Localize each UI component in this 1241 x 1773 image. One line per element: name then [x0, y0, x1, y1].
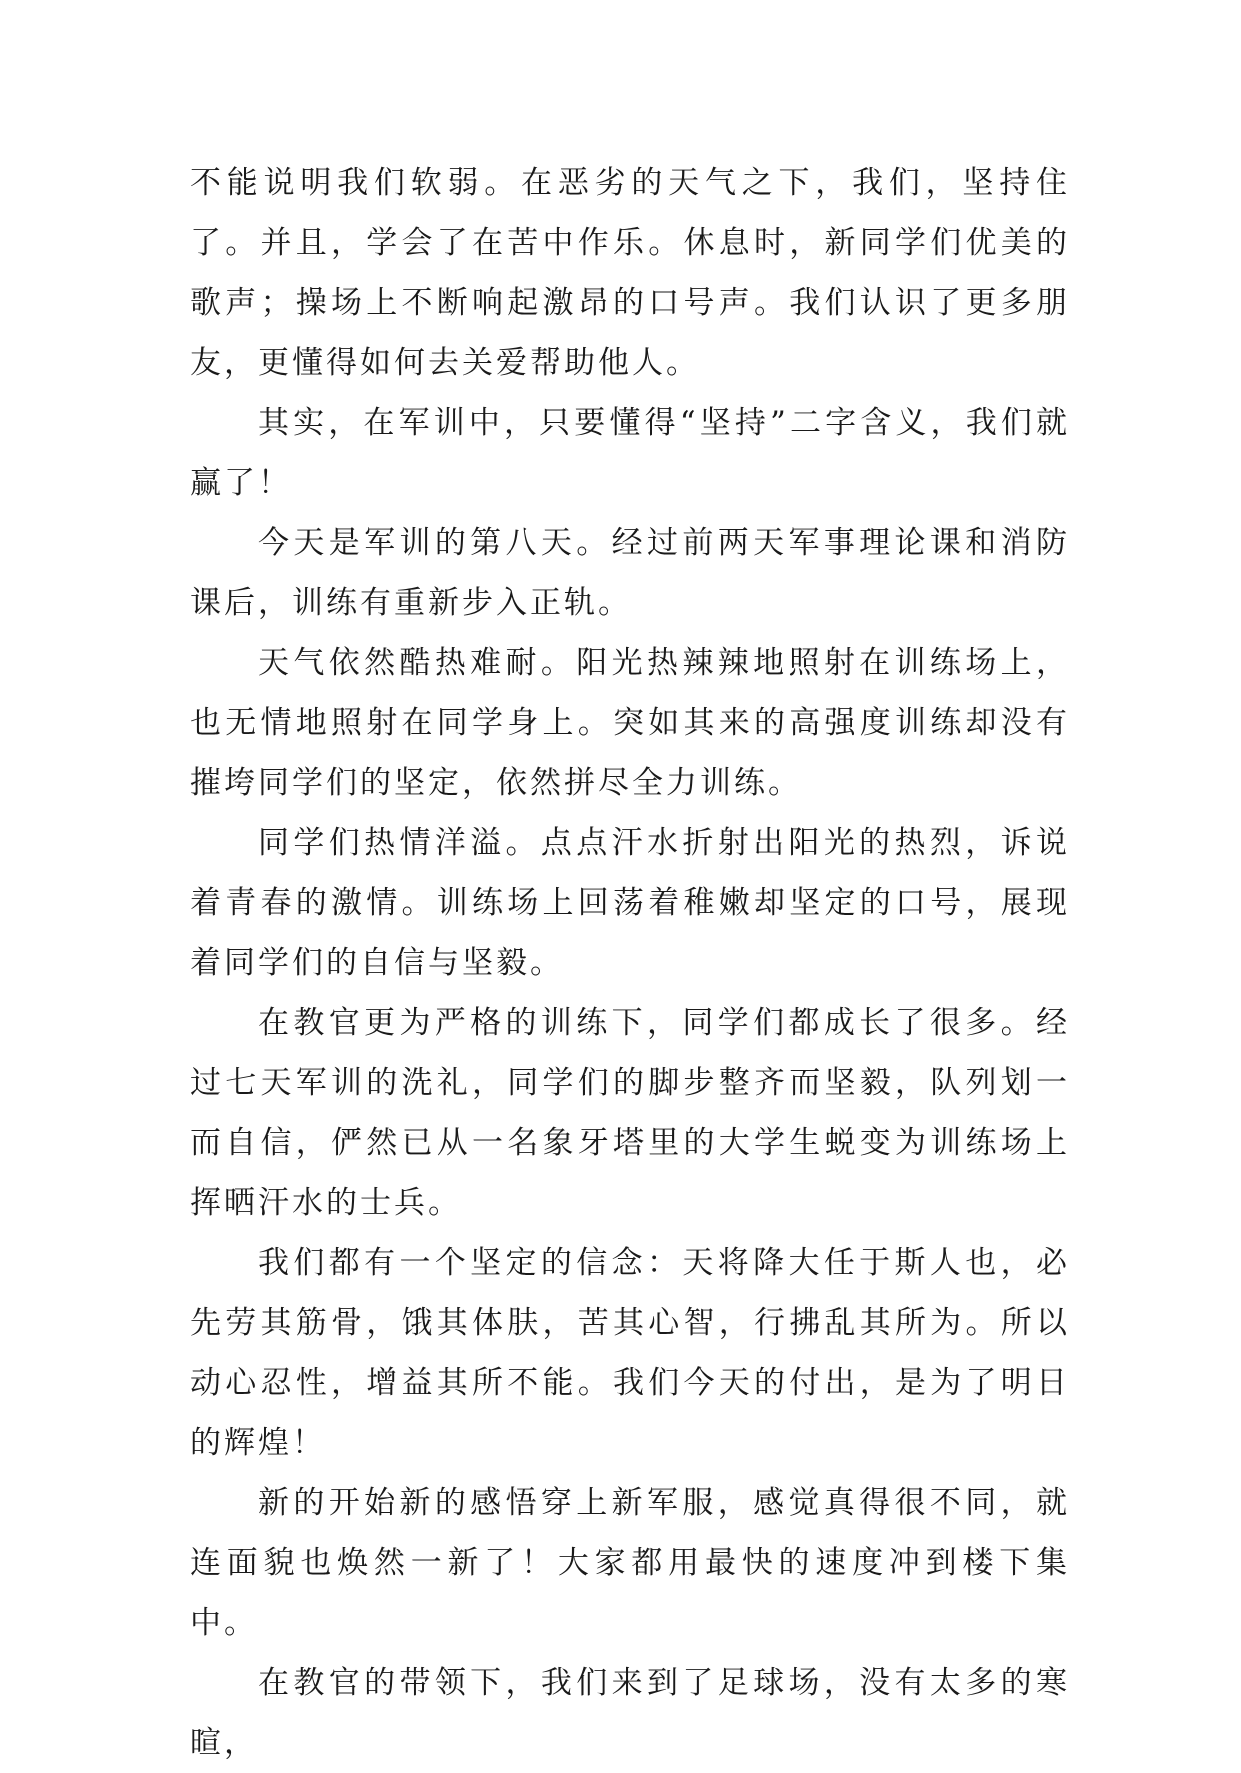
paragraph-2: 其实，在军训中，只要懂得“坚持”二字含义，我们就赢了！ [190, 405, 1070, 501]
paragraph-1: 不能说明我们软弱。在恶劣的天气之下，我们，坚持住了。并且，学会了在苦中作乐。休息时，新同学们优美的歌声；操场上不断响起激昂的口号声。我们认识了更多朋友，更懂得如何去关爱帮助他人。 [190, 165, 1070, 381]
paragraph-9: 在教官的带领下，我们来到了足球场，没有太多的寒暄， [190, 1665, 1070, 1761]
paragraph-7: 我们都有一个坚定的信念：天将降大任于斯人也，必先劳其筋骨，饿其体肤，苦其心智，行拂乱其所为。所以动心忍性，增益其所不能。我们今天的付出，是为了明日的辉煌！ [190, 1245, 1070, 1461]
paragraph-8: 新的开始新的感悟穿上新军服，感觉真得很不同，就连面貌也焕然一新了！大家都用最快的速度冲到楼下集中。 [190, 1485, 1070, 1641]
paragraph-3: 今天是军训的第八天。经过前两天军事理论课和消防课后，训练有重新步入正轨。 [190, 525, 1070, 621]
paragraph-4: 天气依然酷热难耐。阳光热辣辣地照射在训练场上，也无情地照射在同学身上。突如其来的高强度训练却没有摧垮同学们的坚定，依然拼尽全力训练。 [190, 645, 1070, 801]
paragraph-6: 在教官更为严格的训练下，同学们都成长了很多。经过七天军训的洗礼，同学们的脚步整齐而坚毅，队列划一而自信，俨然已从一名象牙塔里的大学生蜕变为训练场上挥晒汗水的士兵。 [190, 1005, 1070, 1221]
document-body [190, 153, 1070, 1773]
paragraph-5: 同学们热情洋溢。点点汗水折射出阳光的热烈，诉说着青春的激情。训练场上回荡着稚嫩却坚定的口号，展现着同学们的自信与坚毅。 [190, 825, 1070, 981]
